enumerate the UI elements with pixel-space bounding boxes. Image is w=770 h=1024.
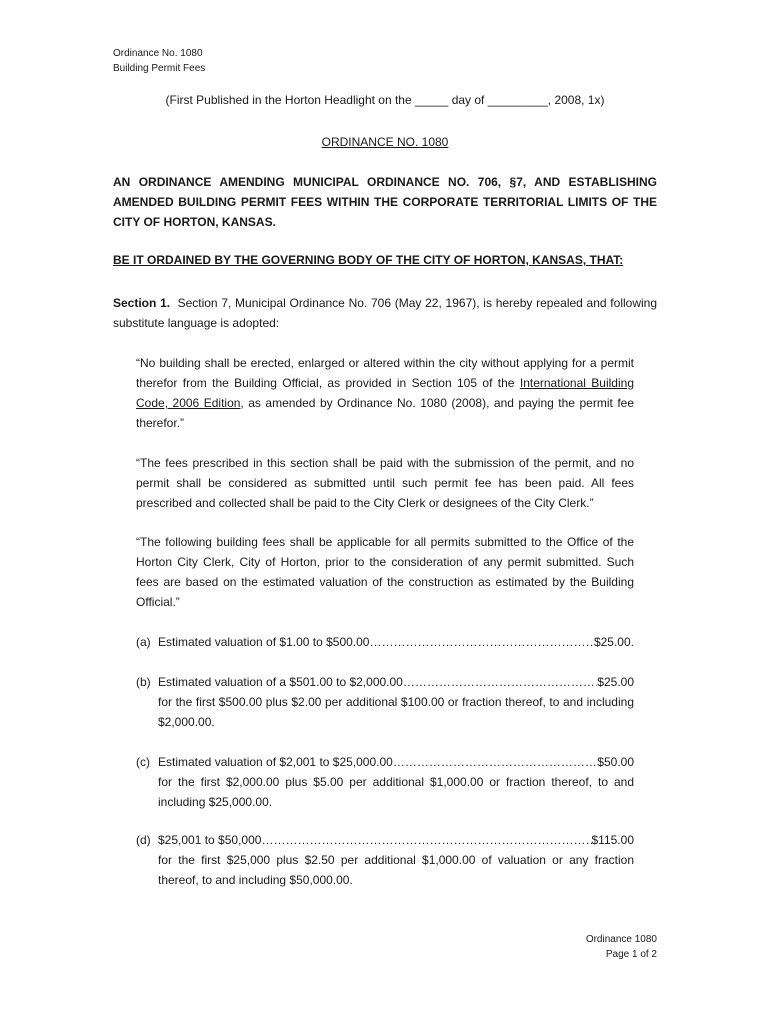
header-subject: Building Permit Fees — [113, 63, 206, 74]
section-1-text: Section 7, Municipal Ordinance No. 706 (May 22, 1967), is hereby repealed and following substitute language is adopted: — [113, 296, 658, 330]
item-label: (c) — [136, 755, 150, 769]
header-ordinance: Ordinance No. 1080 — [113, 48, 203, 59]
item-label: (a) — [136, 635, 151, 649]
fee-item-a — [136, 632, 634, 652]
item-detail: for the first $25,000 plus $2.50 per additional $1,000.00 of valuation or any fraction thereof, to and including $50,000.00. — [158, 853, 634, 887]
enacting-clause: BE IT ORDAINED BY THE GOVERNING BODY OF THE CITY OF HORTON, KANSAS, THAT: — [113, 253, 624, 267]
item-detail: for the first $500.00 plus $2.00 per additional $100.00 or fraction thereof, to and including $2,000.00. — [158, 695, 634, 729]
dot-leader — [261, 830, 591, 850]
item-label: (b) — [136, 675, 151, 689]
section-1 — [113, 293, 657, 333]
fee-item-b — [136, 672, 634, 732]
item-detail: for the first $2,000.00 plus $5.00 per additional $1,000.00 or fraction thereof, to and including $25,000.00. — [158, 775, 634, 809]
quote-building-permit — [136, 353, 634, 433]
item-amount: $25.00. — [593, 635, 634, 649]
quote-fee-schedule: “The following building fees shall be applicable for all permits submitted to the Office of the Horton City Clerk, City of Horton, prior to the consideration of any permit submitted. Such fees are based on the estimated valuation of the construction as estimated by the Building Official.” — [136, 535, 634, 609]
item-amount: $50.00 — [597, 755, 634, 769]
item-label: (d) — [136, 833, 151, 847]
page-number: Page 1 of 2 — [605, 949, 657, 960]
ordinance-title: AN ORDINANCE AMENDING MUNICIPAL ORDINANCE NO. 706, §7, AND ESTABLISHING AMENDED BUILDING PERMIT FEES WITHIN THE CORPORATE TERRITORIAL LIMITS OF THE CITY OF HORTON, KANSAS. — [113, 175, 657, 229]
quote-fee-payment: “The fees prescribed in this section shall be paid with the submission of the permit, and no permit shall be considered as submitted until such permit fee has been paid. All fees prescribed and collected shall be paid to the City Clerk or designees of the City Clerk.” — [136, 456, 634, 510]
footer-ordinance: Ordinance 1080 — [585, 934, 657, 945]
code-reference: International Building Code, 2006 Edition — [136, 376, 634, 410]
running-header — [113, 46, 205, 76]
item-amount: $115.00 — [591, 833, 634, 847]
fee-item-c — [136, 752, 634, 812]
page-footer — [586, 932, 657, 962]
item-description: Estimated valuation of a $501.00 to $2,000.00 — [158, 675, 403, 689]
item-amount: $25.00 — [597, 675, 634, 689]
ordinance-number: ORDINANCE NO. 1080 — [321, 135, 449, 149]
dot-leader — [403, 672, 597, 692]
dot-leader — [393, 752, 597, 772]
fee-item-d — [136, 830, 634, 890]
item-description: $25,001 to $50,000 — [158, 833, 262, 847]
publication-notice: (First Published in the Horton Headlight on the _____ day of _________, 2008, 1x) — [165, 93, 605, 107]
item-description: Estimated valuation of $1.00 to $500.00 — [158, 635, 370, 649]
quote1-after: , as amended by Ordinance No. 1080 (2008), and paying the permit fee therefor.” — [136, 396, 635, 430]
quote1-before: “No building shall be erected, enlarged or altered within the city without applying for a permit therefor from the Building Official, as provided in Section 105 of the — [136, 356, 634, 390]
section-1-label: Section 1. — [113, 296, 171, 310]
item-description: Estimated valuation of $2,001 to $25,000.00 — [158, 755, 393, 769]
dot-leader — [369, 632, 593, 652]
